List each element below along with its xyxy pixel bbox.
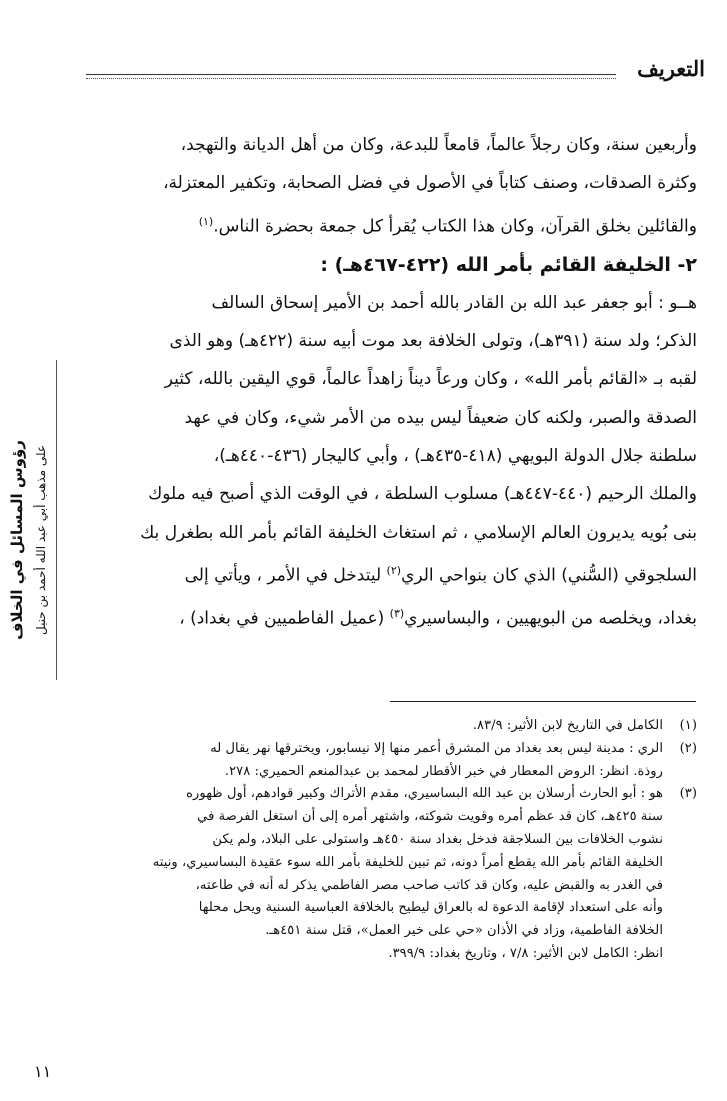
header-rule [86, 74, 616, 79]
footnote-text [55, 738, 663, 784]
main-text [89, 126, 697, 638]
text-segment: ليتدخل في الأمر ، ويأتي إلى [184, 565, 387, 586]
footnote-line: انظر: الكامل لابن الأثير: ٧/٨ ، وتاريخ بغداد: ٣٩٩/٩. [388, 945, 663, 961]
footnote-line: وأنه على استعداد لإقامة الدعوة له بالعراق ليطيح بالخلافة العباسية السنية ويحل محلها [198, 900, 663, 916]
text-line: هــو : أبو جعفر عبد الله بن القادر بالله أحمد بن الأمير إسحاق السالف [211, 292, 697, 313]
text-line: الصدقة والصبر، ولكنه كان ضعيفاً ليس بيده من الأمر شيء، وكان في عهد [184, 407, 697, 428]
text-line: وكثرة الصدقات، وصنف كتاباً في الأصول في فضل الصحابة، وتكفير المعتزلة، [163, 173, 697, 194]
text-line [89, 203, 697, 246]
footnote-2 [55, 738, 697, 784]
side-book-subtitle-text: على مذهب أبي عبد الله أحمد بن حنبل [33, 444, 48, 636]
footnote-number: (٣) [679, 786, 697, 802]
text-line: والملك الرحيم (٤٤٠-٤٤٧هـ) مسلوب السلطة ، في الوقت الذي أصبح فيه ملوك [148, 484, 697, 505]
footnote-ref: (٢) [386, 563, 402, 577]
footnote-1 [55, 715, 697, 738]
page-number: ١١ [34, 1062, 52, 1081]
side-book-title [2, 360, 32, 720]
text-line: سلطنة جلال الدولة البويهي (٤١٨-٤٣٥هـ) ، وأبي كاليجار (٤٣٦-٤٤٠هـ)، [213, 446, 697, 467]
footnote-line: نشوب الخلافات بين السلاجقة فدخل بغداد سنة ٤٥٠هـ واستولى على البلاد، ولم يكن [212, 831, 663, 847]
section-heading: ٢- الخليفة القائم بأمر الله (٤٢٢-٤٦٧هـ) : [320, 253, 697, 276]
footnote-number: (١) [679, 718, 697, 733]
footnote-line: هو : أبو الحارث أرسلان بن عبد الله البساسيري، مقدم الأتراك وكبير قوادهم، أول ظهوره [186, 786, 663, 802]
text-line: لقبه بـ «القائم بأمر الله» ، وكان ورعاً ديناً زاهداً عالماً، قوي اليقين بالله، كثير [164, 369, 697, 390]
text-line: بنى بُويه يديرون العالم الإسلامي ، ثم استغاث الخليفة القائم بأمر الله بطغرل بك [140, 522, 697, 543]
footnote-line: الري : مدينة ليس بعد بغداد من المشرق أعمر منها إلا نيسابور، ويخترقها نهر يقال له [210, 740, 663, 756]
footnote-line: روذة. انظر: الروض المعطار في خبر الأقطار لمحمد بن عبدالمنعم الحميري: ٢٧٨. [224, 763, 663, 779]
text-segment: بغداد، ويخلصه من البويهيين ، والبساسيري [404, 608, 697, 629]
side-book-subtitle [30, 360, 52, 720]
footnotes [55, 715, 697, 966]
footnote-line: الخليفة القائم بأمر الله يقطع أمراً دونه، ثم تبين للخليفة بأمر الله سوء عقيدة البساسيري، ونيته [152, 854, 663, 870]
text-segment: السلجوقي (السُّني) الذي كان بنواحي الري [401, 565, 697, 586]
text-line-content: والقائلين بخلق القرآن، وكان هذا الكتاب يُقرأ كل جمعة بحضرة الناس. [213, 216, 697, 237]
footnote-separator [390, 701, 696, 702]
footnote-line: الكامل في التاريخ لابن الأثير: ٨٣/٩. [472, 718, 663, 733]
text-line [89, 595, 697, 638]
footnote-line: الخلافة الفاطمية، وزاد في الأذان «حي على خير العمل»، قتل سنة ٤٥١هـ. [265, 923, 663, 939]
footnote-ref: (١) [198, 214, 214, 228]
text-line: وأربعين سنة، وكان رجلاً عالماً، قامعاً للبدعة، وكان من أهل الديانة والتهجد، [180, 135, 697, 155]
text-segment: (عميل الفاطميين في بغداد) ، [179, 608, 390, 629]
footnote-ref: (٣) [389, 606, 405, 620]
side-book-title-text: رؤوس المسائل في الخلاف [7, 440, 26, 640]
text-line [89, 552, 697, 595]
footnote-3 [55, 783, 697, 965]
footnote-text [55, 783, 663, 965]
footnote-number: (٢) [679, 740, 697, 756]
footnote-text [55, 715, 663, 738]
side-divider [56, 360, 57, 680]
running-header-title: التعريف [637, 56, 705, 81]
footnote-line: في الغدر به والقبض عليه، وكان قد كاتب صاحب مصر الفاطمي يذكر له أنه في طاعته، [195, 877, 663, 893]
text-line: الذكر؛ ولد سنة (٣٩١هـ)، وتولى الخلافة بعد موت أبيه سنة (٤٢٢هـ) وهو الذى [169, 331, 697, 352]
footnote-line: سنة ٤٢٥هـ، كان قد عظم أمره وقويت شوكته، واشتهر أمره إلى أن استغل الفرصة في [197, 809, 663, 825]
